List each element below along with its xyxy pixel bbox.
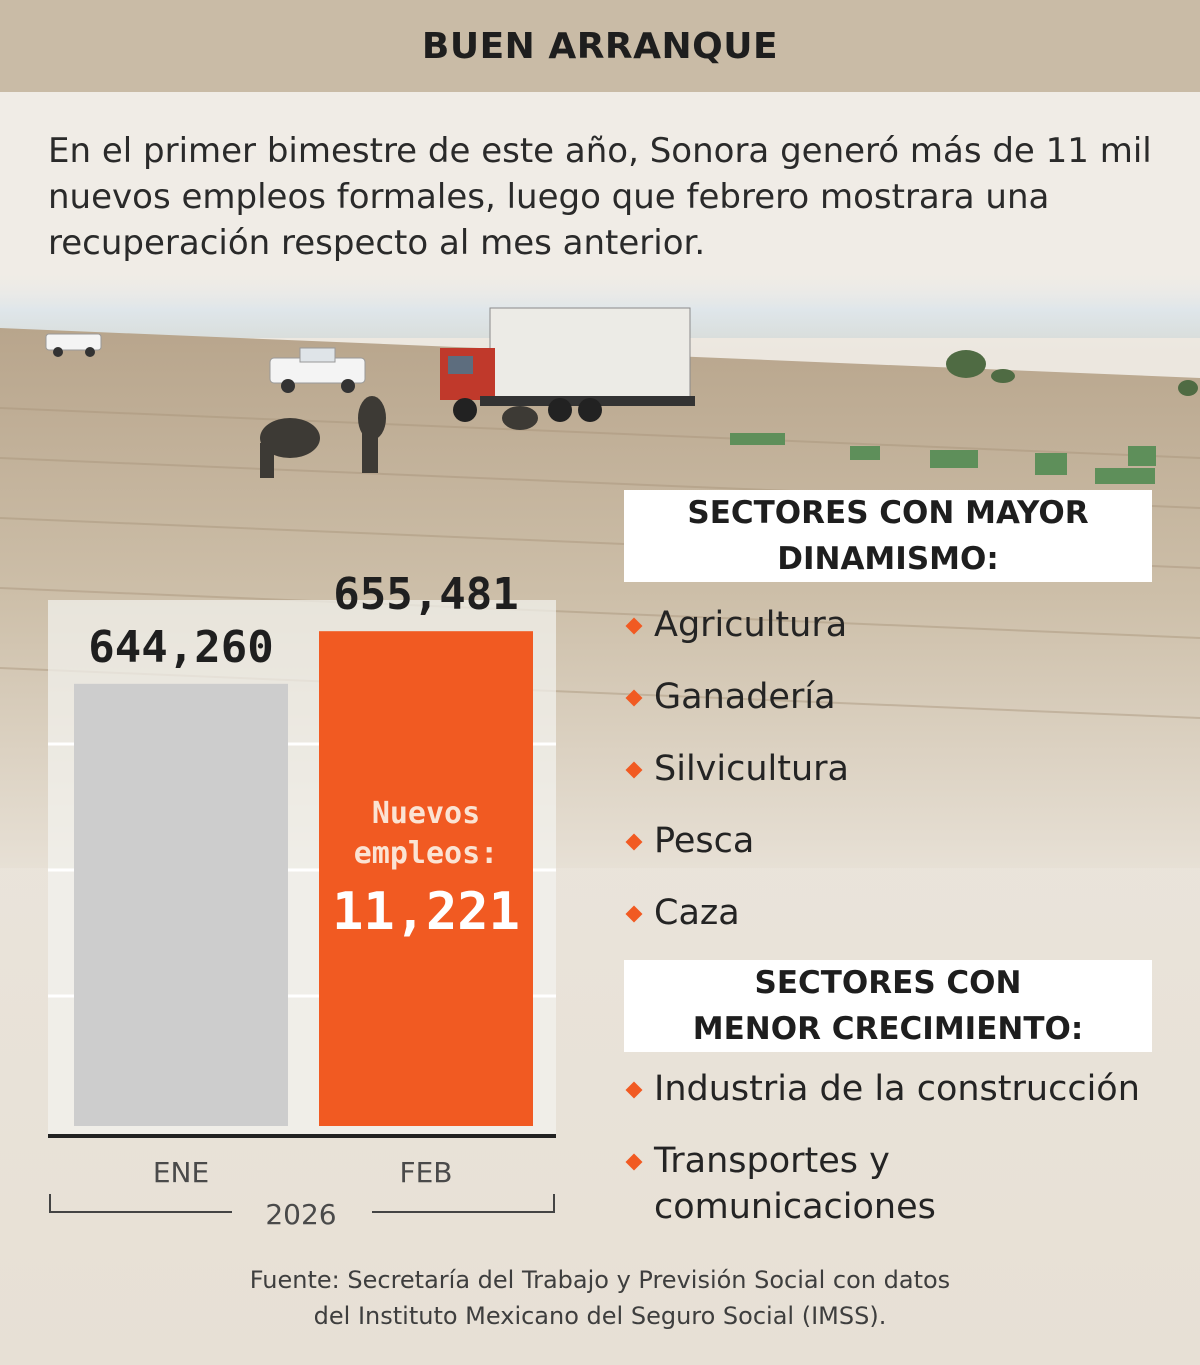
annotation-line2: empleos:	[353, 836, 499, 872]
list-item	[624, 602, 1164, 648]
diamond-bullet-icon	[626, 1082, 643, 1099]
x-tick-label-ene: ENE	[152, 1156, 210, 1189]
sector-label: Pesca	[654, 821, 755, 861]
x-tick-label-feb: FEB	[399, 1156, 453, 1189]
list-item	[624, 818, 1164, 864]
bar-value-label-feb: 655,481	[333, 569, 519, 621]
list-item	[624, 746, 1164, 792]
diamond-bullet-icon	[626, 1154, 643, 1171]
sector-label: Industria de la construcción	[654, 1069, 1140, 1109]
year-label: 2026	[265, 1198, 337, 1231]
sectors-menor-heading-line1: SECTORES CON	[754, 965, 1022, 1001]
sector-label: Transportes y comunicaciones	[654, 1141, 936, 1227]
bar-ene	[74, 684, 288, 1126]
list-item	[624, 674, 1164, 720]
header-banner	[0, 0, 1200, 92]
list-item	[624, 1138, 936, 1230]
bar-value-label-ene: 644,260	[88, 621, 274, 673]
source-note	[0, 1262, 1200, 1334]
sectors-mayor-heading-line1: SECTORES CON MAYOR	[687, 495, 1089, 531]
diamond-bullet-icon	[626, 690, 643, 707]
sectors-mayor-heading	[624, 490, 1152, 582]
sector-label: Silvicultura	[654, 749, 849, 789]
list-item	[624, 890, 1164, 936]
sectors-menor-heading	[624, 960, 1152, 1052]
sector-label: Ganadería	[654, 677, 836, 717]
list-item	[624, 1066, 1164, 1112]
sectors-mayor-heading-line2: DINAMISMO:	[777, 541, 999, 577]
annotation-value: 11,221	[332, 882, 520, 943]
diamond-bullet-icon	[626, 906, 643, 923]
diamond-bullet-icon	[626, 834, 643, 851]
sector-label: Caza	[654, 893, 740, 933]
source-line2: del Instituto Mexicano del Seguro Social (IMSS).	[313, 1302, 887, 1330]
intro-text: En el primer bimestre de este año, Sonora generó más de 11 mil nuevos empleos formales, luego que febrero mostrara una recuperación respecto al mes anterior.	[48, 131, 1152, 263]
source-line1: Fuente: Secretaría del Trabajo y Previsión Social con datos	[249, 1266, 951, 1294]
sectors-menor-heading-line2: MENOR CRECIMIENTO:	[692, 1011, 1084, 1047]
page-title: BUEN ARRANQUE	[421, 25, 779, 67]
annotation-line1: Nuevos	[371, 796, 481, 832]
bar-feb	[319, 631, 533, 1126]
diamond-bullet-icon	[626, 618, 643, 635]
employment-bar-chart	[44, 540, 560, 1240]
sector-label: Agricultura	[654, 605, 848, 645]
diamond-bullet-icon	[626, 762, 643, 779]
